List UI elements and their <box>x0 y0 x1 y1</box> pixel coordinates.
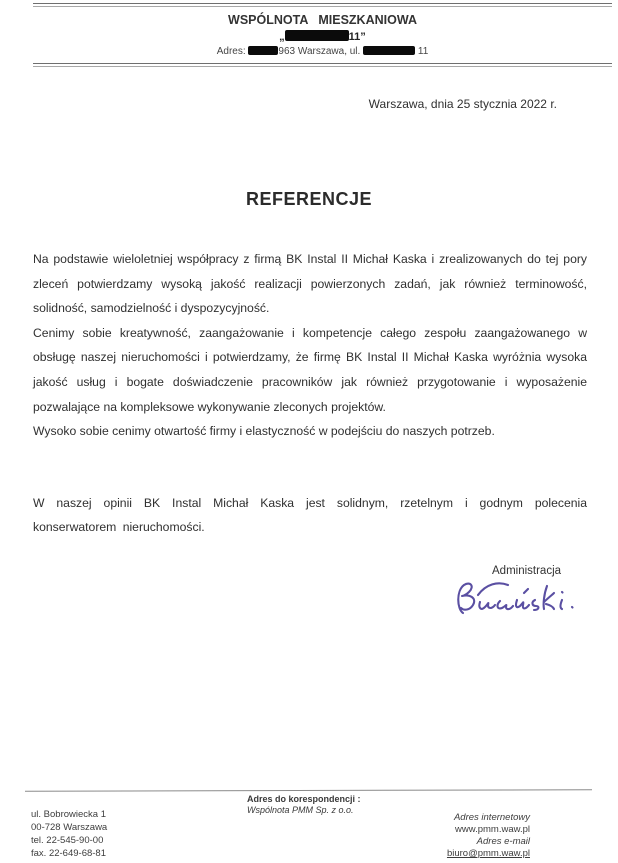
quote-open: „ <box>279 31 285 43</box>
letterhead <box>33 3 612 67</box>
web-address: www.pmm.waw.pl <box>455 824 530 835</box>
sign-off <box>450 565 610 620</box>
email-label: Adres e-mail <box>476 836 530 847</box>
paragraph-3: Wysoko sobie cenimy otwartość firmy i elastyczność w podejściu do naszych potrzeb. <box>33 424 495 439</box>
correspondence-title: Adres do korespondencji : <box>247 794 361 804</box>
date-line: Warszawa, dnia 25 stycznia 2022 r. <box>368 97 557 111</box>
correspondence-name: Wspólnota PMM Sp. z o.o. <box>247 805 354 815</box>
letterhead-bottom-rule <box>33 63 612 67</box>
footer-web-block <box>447 812 530 860</box>
organization-name: WSPÓLNOTA MIESZKANIOWA <box>228 13 417 27</box>
footer-street: ul. Bobrowiecka 1 <box>31 809 106 820</box>
web-address-label: Adres internetowy <box>453 812 530 823</box>
footer-fax: fax. 22-649-68-81 <box>31 848 106 859</box>
letterhead-top-rule <box>33 3 612 7</box>
paragraph-4: W naszej opinii BK Instal Michał Kaska jest solidnym, rzetelnym i godnym polecenia konserwatorem nieruchomości. <box>33 495 587 535</box>
footer-contact-block <box>31 808 107 860</box>
signer-role-label: Administracja <box>492 565 562 577</box>
footer-city: 00-728 Warszawa <box>31 822 108 833</box>
paragraph-1: Na podstawie wieloletniej współpracy z firmą BK Instal II Michał Kaska i zrealizowanych do tej pory zleceń potwierdzamy wysoką jakość realizacji powierzonych zadań, jak również terminowość, solidność, samodzielność i dyspozycyjność. <box>33 252 587 316</box>
footer-correspondence <box>247 794 361 815</box>
letter-body <box>33 247 587 540</box>
redaction-block <box>285 30 349 41</box>
organization-number: 11” <box>348 31 366 43</box>
organization-address <box>33 46 612 57</box>
address-suffix: 11 <box>415 46 429 57</box>
address-middle: 963 Warszawa, ul. <box>278 46 364 57</box>
handwritten-signature <box>450 578 590 620</box>
redaction-block <box>363 46 415 55</box>
email-address: biuro@pmm.waw.pl <box>446 848 530 859</box>
footer-phone: tel. 22-545-90-00 <box>31 835 104 846</box>
address-prefix: Adres: <box>216 46 249 57</box>
paragraph-2: Cenimy sobie kreatywność, zaangażowanie i kompetencje całego zespołu zaangażowanego w obsługę naszej nieruchomości i potwierdzamy, że firmę BK Instal II Michał Kaska wyróżnia wysoka jakość usług i bogate doświadczenie pracowników jak również przygotowanie i wyposażenie pozwalające na kompleksowe wykonywanie zleconych projektów. <box>33 325 587 414</box>
organization-name-line2 <box>33 30 612 43</box>
footer-rule <box>25 789 592 791</box>
redaction-block <box>248 46 278 55</box>
document-title: REFERENCJE <box>245 189 373 209</box>
